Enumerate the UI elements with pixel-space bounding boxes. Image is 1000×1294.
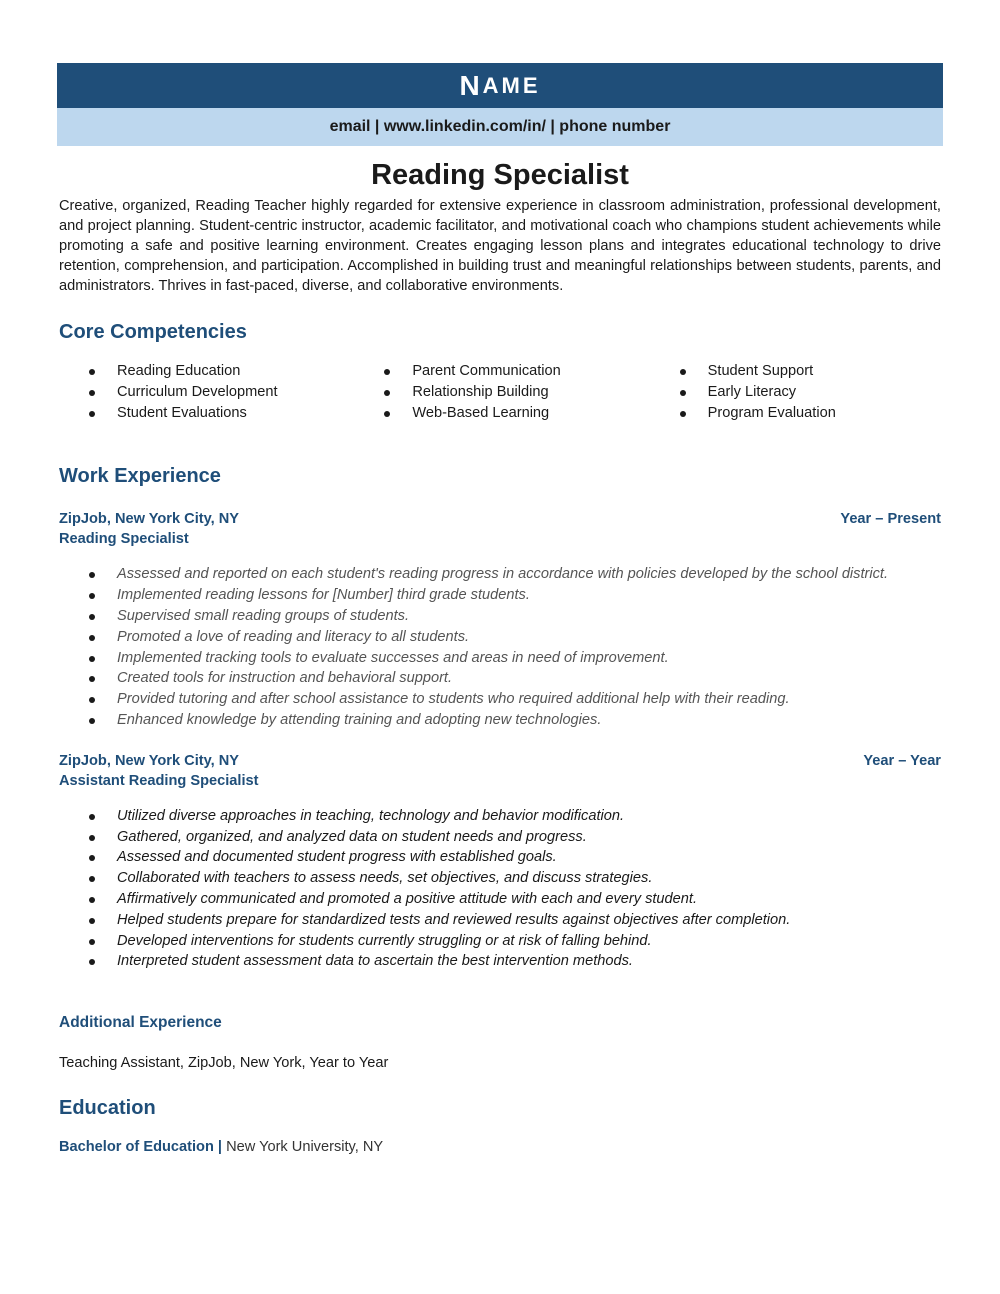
job-bullet: Created tools for instruction and behavioral support.	[89, 668, 943, 689]
job-bullet: Affirmatively communicated and promoted a positive attitude with each and every student.	[89, 889, 943, 910]
resume-page	[57, 63, 943, 1157]
job-bullet: Assessed and documented student progress with established goals.	[89, 847, 943, 868]
competency-item: Parent Communication	[384, 361, 647, 382]
job-bullet: Utilized diverse approaches in teaching, technology and behavior modification.	[89, 806, 943, 827]
job-header	[57, 751, 943, 771]
resume-title: Reading Specialist	[371, 159, 629, 191]
education-degree: Bachelor of Education |	[59, 1139, 223, 1156]
job-bullet: Implemented tracking tools to evaluate successes and areas in need of improvement.	[89, 648, 943, 669]
competencies-heading: Core Competencies	[59, 321, 247, 343]
work-heading: Work Experience	[59, 465, 221, 488]
job-bullet: Supervised small reading groups of students.	[89, 606, 943, 627]
job-role: Reading Specialist	[59, 531, 189, 548]
additional-heading: Additional Experience	[59, 1014, 222, 1032]
job-bullet: Helped students prepare for standardized tests and reviewed results against objectives after completion.	[89, 910, 943, 931]
competency-item: Program Evaluation	[680, 403, 943, 424]
job-role: Assistant Reading Specialist	[59, 772, 259, 789]
competencies-grid	[57, 361, 943, 423]
education-heading: Education	[59, 1097, 156, 1120]
name-rest: AME	[482, 72, 541, 98]
job-bullets	[57, 806, 943, 972]
competencies-column	[57, 361, 352, 423]
competency-item: Early Literacy	[680, 382, 943, 403]
job-bullet: Implemented reading lessons for [Number] third grade students.	[89, 585, 943, 606]
job-bullet: Collaborated with teachers to assess needs, set objectives, and discuss strategies.	[89, 868, 943, 889]
job-company: ZipJob, New York City, NY	[59, 752, 240, 769]
job-bullet: Gathered, organized, and analyzed data on student needs and progress.	[89, 827, 943, 848]
job-bullet: Provided tutoring and after school assistance to students who required additional help with their reading.	[89, 689, 943, 710]
contact-line: email | www.linkedin.com/in/ | phone number	[329, 118, 671, 135]
competency-item: Relationship Building	[384, 382, 647, 403]
job-dates: Year – Year	[863, 752, 941, 769]
summary-paragraph: Creative, organized, Reading Teacher highly regarded for extensive experience in classroom administration, professional development, and project planning. Student-centric instructor, academic facilitator, and motivational coach who champions student achievements while promoting a safe and positive learning environment. Creates engaging lesson plans and integrates educational technology to drive retention, comprehension, and participation. Accomplished in building trust and meaningful relationships between students, parents, and administrators. Thrives in fast-paced, diverse, and collaborative environments.	[59, 198, 941, 294]
education-school: New York University, NY	[226, 1139, 384, 1156]
job-header	[57, 509, 943, 529]
competency-item: Curriculum Development	[89, 382, 352, 403]
competencies-column	[352, 361, 647, 423]
job-bullet: Enhanced knowledge by attending training and adopting new technologies.	[89, 710, 943, 731]
competencies-column	[648, 361, 943, 423]
education-line	[57, 1137, 943, 1157]
competency-item: Student Evaluations	[89, 403, 352, 424]
name-banner	[57, 63, 943, 108]
job-bullet: Assessed and reported on each student's reading progress in accordance with policies developed by the school district.	[89, 564, 943, 585]
competency-item: Web-Based Learning	[384, 403, 647, 424]
additional-text: Teaching Assistant, ZipJob, New York, Year to Year	[59, 1055, 389, 1072]
job-bullet: Interpreted student assessment data to ascertain the best intervention methods.	[89, 951, 943, 972]
contact-banner	[57, 108, 943, 146]
job-bullets	[57, 564, 943, 730]
job-bullet: Developed interventions for students currently struggling or at risk of falling behind.	[89, 931, 943, 952]
competency-item: Student Support	[680, 361, 943, 382]
job-bullet: Promoted a love of reading and literacy to all students.	[89, 627, 943, 648]
job-dates: Year – Present	[840, 511, 941, 528]
competency-item: Reading Education	[89, 361, 352, 382]
job-company: ZipJob, New York City, NY	[59, 511, 240, 528]
name-first-letter: N	[459, 69, 483, 101]
